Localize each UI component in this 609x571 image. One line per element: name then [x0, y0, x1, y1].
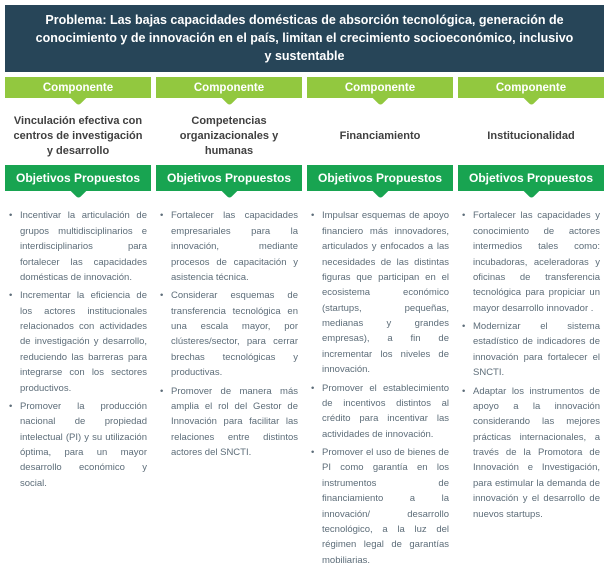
objective-item: • Promover la producción nacional de propiedad intelectual (PI) y su utilización óptima, para un mayor desarrollo económico y social.: [7, 399, 147, 491]
objective-item: • Adaptar los instrumentos de apoyo a la innovación considerando las mejores prácticas internacionales, a través de la Promotora de Innovación e Investigación, para estimular la demanda de innovación y el desarrollo de nuevos startups.: [460, 384, 600, 522]
objectives-row: [5, 165, 604, 571]
component-name: Vinculación efectiva con centros de investigación y desarrollo: [13, 115, 143, 157]
component-headers-row: [5, 77, 604, 165]
chevron-down-icon: [307, 98, 453, 107]
objectives-list: [307, 208, 453, 571]
component-header-4: [458, 77, 604, 165]
objective-item: • Promover el uso de bienes de PI como garantía en los instrumentos de financiamiento a la innovación/ desarrollo tecnológico, a la luz del régimen legal de garantías mobiliarias.: [309, 445, 449, 568]
problem-banner: Problema: Las bajas capacidades domésticas de absorción tecnológica, generación de conocimiento y de innovación en el país, limitan el crecimiento socioeconómico, inclusivo y sustentable: [5, 5, 604, 72]
objectives-list: [5, 208, 151, 571]
objectives-list: [458, 208, 604, 571]
objective-item: • Fortalecer las capacidades empresariales para la innovación, mediante procesos de capacitación y asistencia técnica.: [158, 208, 298, 285]
objectives-header-bar: Objetivos Propuestos: [307, 165, 453, 191]
objectives-header-bar: Objetivos Propuestos: [5, 165, 151, 191]
objective-item: • Incrementar la eficiencia de los actores institucionales relacionados con actividades de investigación y desarrollo, reduciendo las barreras para integrarse con los sectores productivos.: [7, 288, 147, 396]
component-name: Competencias organizacionales y humanas: [179, 115, 279, 157]
component-header-bar: Componente: [156, 77, 302, 98]
objective-item: • Modernizar el sistema estadístico de indicadores de innovación para fortalecer el SNCTI.: [460, 319, 600, 381]
objective-item: • Incentivar la articulación de grupos multidisciplinarios e interdisciplinarios para fortalecer las capacidades domésticas de innovación.: [7, 208, 147, 285]
objectives-column-4: [458, 165, 604, 571]
component-header-1: [5, 77, 151, 165]
chevron-down-icon: [307, 191, 453, 200]
objectives-column-1: [5, 165, 151, 571]
component-header-3: [307, 77, 453, 165]
objective-item: • Impulsar esquemas de apoyo financiero más innovadores, articulados y enfocados a las necesidades de las distintas figuras que participan en el ecosistema económico (startups, pequeñas, medianas y grandes empresas), a fin de incrementar los niveles de innovación.: [309, 208, 449, 377]
chevron-down-icon: [156, 98, 302, 107]
component-header-2: [156, 77, 302, 165]
objective-item: • Fortalecer las capacidades y conocimiento de actores intermedios tales como: incubadoras, aceleradoras y oficinas de transferencia tecnológica para propiciar un mayor desarrollo innovador .: [460, 208, 600, 316]
objectives-header-bar: Objetivos Propuestos: [156, 165, 302, 191]
objectives-header-bar: Objetivos Propuestos: [458, 165, 604, 191]
chevron-down-icon: [156, 191, 302, 200]
component-name: Institucionalidad: [487, 129, 575, 142]
chevron-down-icon: [5, 98, 151, 107]
chevron-down-icon: [5, 191, 151, 200]
objectives-column-2: [156, 165, 302, 571]
component-header-bar: Componente: [5, 77, 151, 98]
chevron-down-icon: [458, 191, 604, 200]
component-name: Financiamiento: [339, 129, 421, 142]
objective-item: • Promover de manera más amplia el rol del Gestor de Innovación para facilitar las relaciones entre distintos actores del SNCTI.: [158, 384, 298, 461]
component-header-bar: Componente: [307, 77, 453, 98]
objectives-list: [156, 208, 302, 571]
objective-item: • Considerar esquemas de transferencia tecnológica en una escala mayor, por clústeres/sector, para cerrar brechas tecnológicas y productivas.: [158, 288, 298, 380]
objective-item: • Promover el establecimiento de incentivos distintos al crédito para incentivar las actividades de innovación.: [309, 381, 449, 443]
objectives-column-3: [307, 165, 453, 571]
chevron-down-icon: [458, 98, 604, 107]
component-header-bar: Componente: [458, 77, 604, 98]
